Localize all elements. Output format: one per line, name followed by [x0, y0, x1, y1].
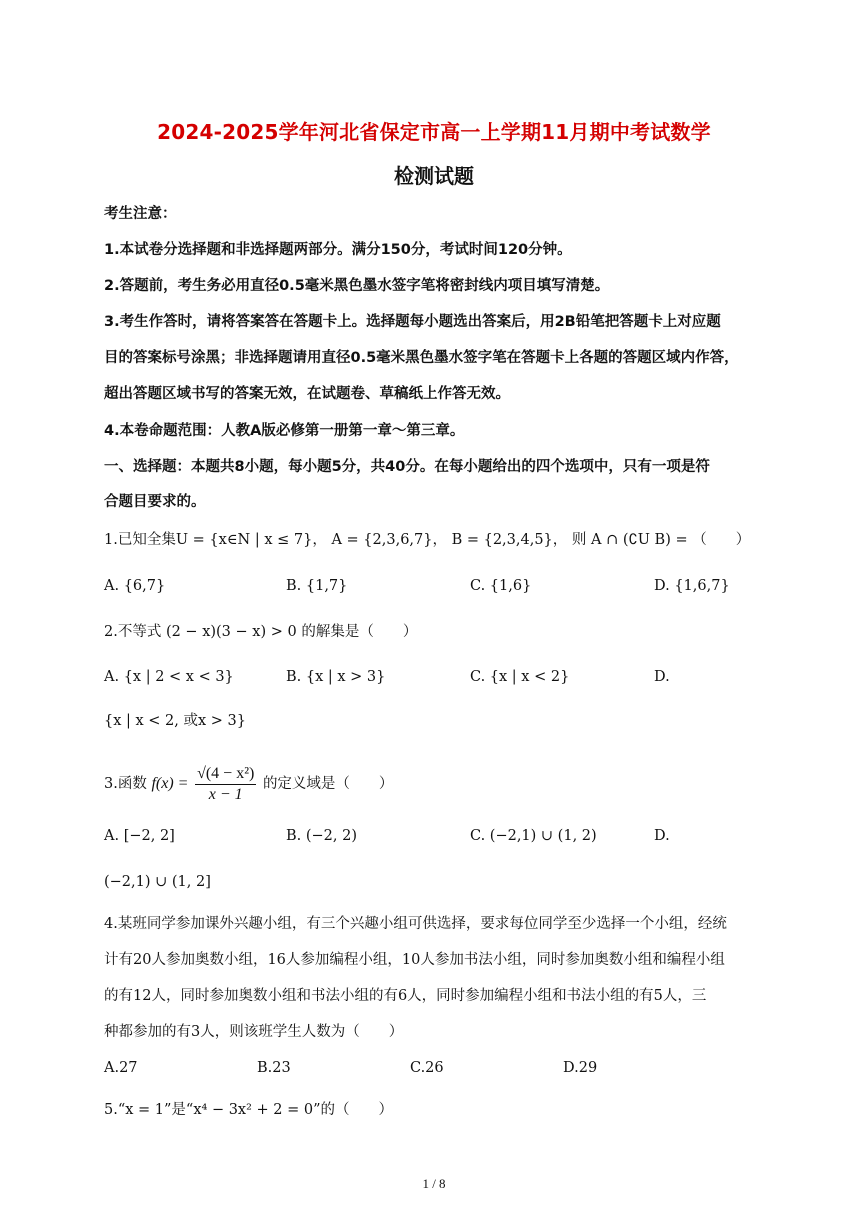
question-1-option-d: D. {1,6,7} [654, 578, 730, 594]
question-1-option-c: C. {1,6} [470, 578, 532, 594]
question-2-option-d-value: {x | x < 2, 或x > 3} [104, 713, 246, 729]
question-3-denominator: x − 1 [208, 785, 243, 803]
question-5-stem: 5.“x = 1”是“x⁴ − 3x² + 2 = 0”的（ ） [104, 1102, 394, 1118]
question-2-option-b: B. {x | x > 3} [286, 669, 386, 685]
notice-item-1: 1.本试卷分选择题和非选择题两部分。满分150分，考试时间120分钟。 [104, 242, 572, 258]
question-3-option-c: C. (−2,1) ∪ (1, 2) [470, 828, 597, 844]
question-3-option-b: B. (−2, 2) [286, 828, 358, 844]
question-2-option-d: D. [654, 669, 670, 685]
question-1-option-a: A. {6,7} [104, 578, 166, 594]
question-3-option-a: A. [−2, 2] [104, 828, 175, 844]
question-2-option-a: A. {x | 2 < x < 3} [104, 669, 234, 685]
notice-item-3: 3.考生作答时，请将答案答在答题卡上。选择题每小题选出答案后，用2B铅笔把答题卡上对应题 [104, 314, 721, 330]
question-4-stem-line-1: 4.某班同学参加课外兴趣小组，有三个兴趣小组可供选择，要求每位同学至少选择一个小组，经统 [104, 916, 727, 932]
question-4-stem-line-4: 种都参加的有3人，则该班学生人数为（ ） [104, 1024, 404, 1040]
question-4-stem-line-3: 的有12人，同时参加奥数小组和书法小组的有6人，同时参加编程小组和书法小组的有5人，三 [104, 988, 707, 1004]
question-4-option-c: C.26 [410, 1060, 444, 1076]
question-3-stem [104, 758, 764, 810]
question-1-stem: 1.已知全集U = {x∈N | x ≤ 7}， A = {2,3,6,7}， B = {2,3,4,5}， 则 A ∩ (∁U B) = （ ） [104, 532, 751, 548]
question-2-stem: 2.不等式 (2 − x)(3 − x) > 0 的解集是（ ） [104, 624, 418, 640]
question-4-stem-line-2: 计有20人参加奥数小组，16人参加编程小组，10人参加书法小组，同时参加奥数小组和编程小组 [104, 952, 725, 968]
question-3-suffix: 的定义域是（ ） [262, 776, 394, 792]
notice-item-4: 4.本卷命题范围：人教A版必修第一册第一章～第三章。 [104, 423, 465, 439]
notice-heading: 考生注意： [104, 206, 177, 222]
question-4-option-b: B.23 [257, 1060, 291, 1076]
section-heading-cont: 合题目要求的。 [104, 494, 206, 510]
question-3-function: f(x) = [151, 775, 189, 792]
page-number: 1 / 8 [422, 1176, 446, 1191]
exam-title: 2024-2025学年河北省保定市高一上学期11月期中考试数学 [157, 120, 711, 144]
question-4-option-a: A.27 [104, 1060, 138, 1076]
question-3-fraction [195, 764, 256, 805]
notice-item-2: 2.答题前，考生务必用直径0.5毫米黑色墨水签字笔将密封线内项目填写清楚。 [104, 278, 610, 294]
question-3-option-d-value: (−2,1) ∪ (1, 2] [104, 874, 211, 890]
exam-subtitle: 检测试题 [394, 164, 474, 188]
question-3-numerator: √(4 − x²) [195, 764, 256, 785]
question-1-option-b: B. {1,7} [286, 578, 348, 594]
notice-item-3-cont2: 超出答题区域书写的答案无效，在试题卷、草稿纸上作答无效。 [104, 386, 510, 402]
section-heading: 一、选择题：本题共8小题，每小题5分，共40分。在每小题给出的四个选项中，只有一项是符 [104, 459, 710, 475]
notice-item-3-cont: 目的答案标号涂黑；非选择题请用直径0.5毫米黑色墨水签字笔在答题卡上各题的答题区域内作答， [104, 350, 739, 366]
question-3-option-d: D. [654, 828, 670, 844]
question-4-option-d: D.29 [563, 1060, 598, 1076]
question-2-option-c: C. {x | x < 2} [470, 669, 570, 685]
question-3-prefix: 3.函数 [104, 776, 147, 792]
